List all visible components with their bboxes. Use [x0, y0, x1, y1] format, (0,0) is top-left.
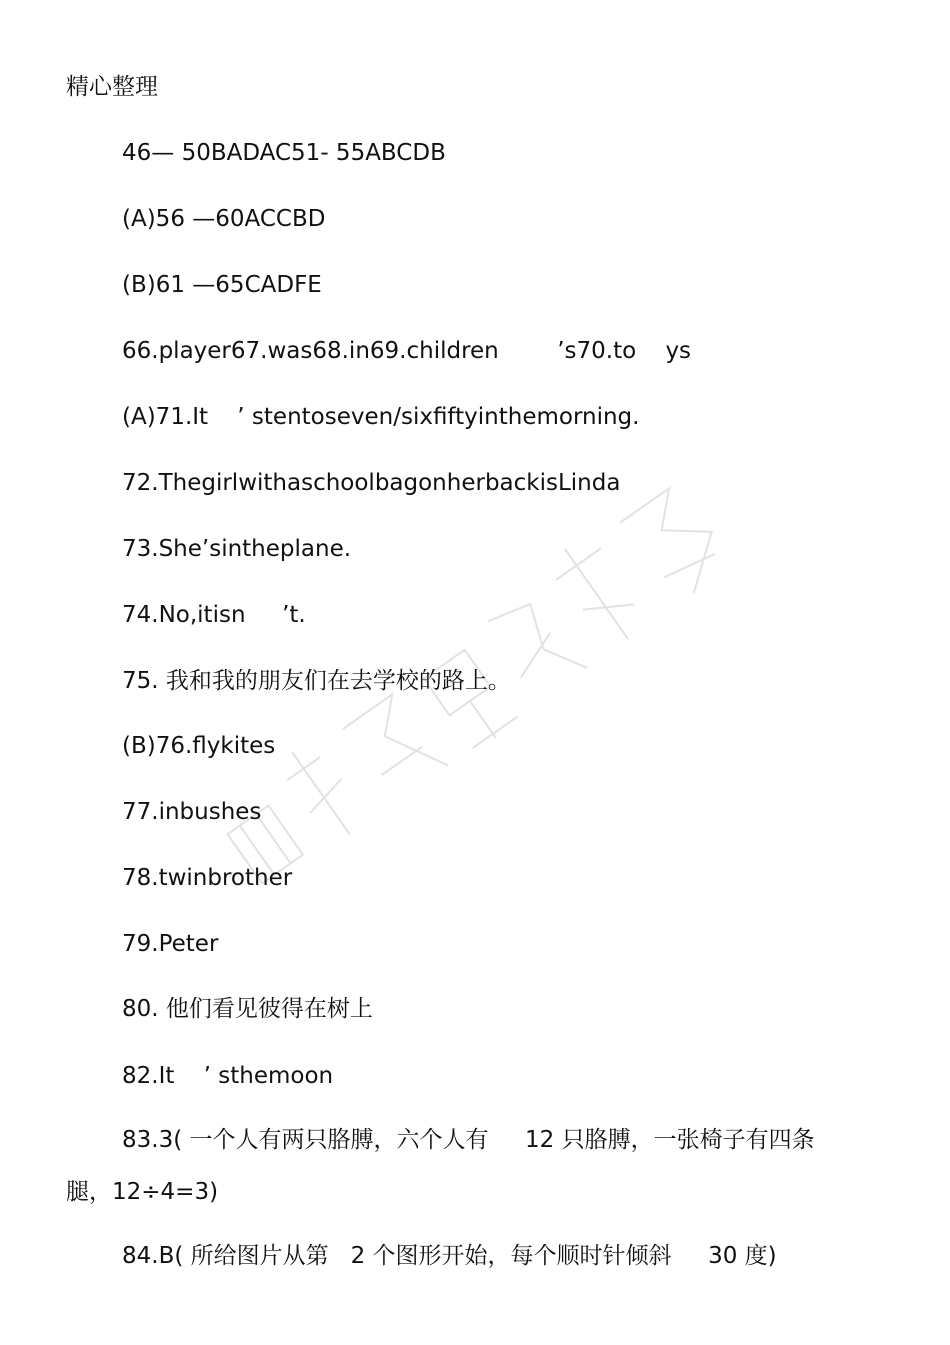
- answer-line: (B)76.flykites: [122, 733, 276, 759]
- answer-line: 75. 我和我的朋友们在去学校的路上。: [122, 668, 511, 694]
- answer-line: (A)56 —60ACCBD: [122, 206, 326, 232]
- answer-line: 79.Peter: [122, 931, 219, 957]
- answer-line: 83.3( 一个人有两只胳膊，六个人有 12 只胳膊，一张椅子有四条: [122, 1127, 815, 1153]
- answer-line: 82.It ’ sthemoon: [122, 1063, 334, 1089]
- answer-line: 78.twinbrother: [122, 865, 293, 891]
- watermark: [120, 360, 820, 920]
- answer-line: 46— 50BADAC51- 55ABCDB: [122, 140, 446, 166]
- answer-line: (A)71.It ’ stentoseven/sixfiftyinthemorning.: [122, 404, 640, 430]
- answer-line: 80. 他们看见彼得在树上: [122, 996, 373, 1022]
- answer-line: 腿，12÷4=3): [66, 1179, 219, 1205]
- page-header: 精心整理: [66, 74, 158, 100]
- answer-line: 73.She’sintheplane.: [122, 536, 352, 562]
- answer-line: 72.ThegirlwithaschoolbagonherbackisLinda: [122, 470, 621, 496]
- answer-line: (B)61 —65CADFE: [122, 272, 322, 298]
- answer-line: 77.inbushes: [122, 799, 262, 825]
- answer-line: 84.B( 所给图片从第 2 个图形开始，每个顺时针倾斜 30 度): [122, 1243, 777, 1269]
- answer-line: 74.No,itisn ’t.: [122, 602, 306, 628]
- answer-line: 66.player67.was68.in69.children ’s70.to ys: [122, 338, 692, 364]
